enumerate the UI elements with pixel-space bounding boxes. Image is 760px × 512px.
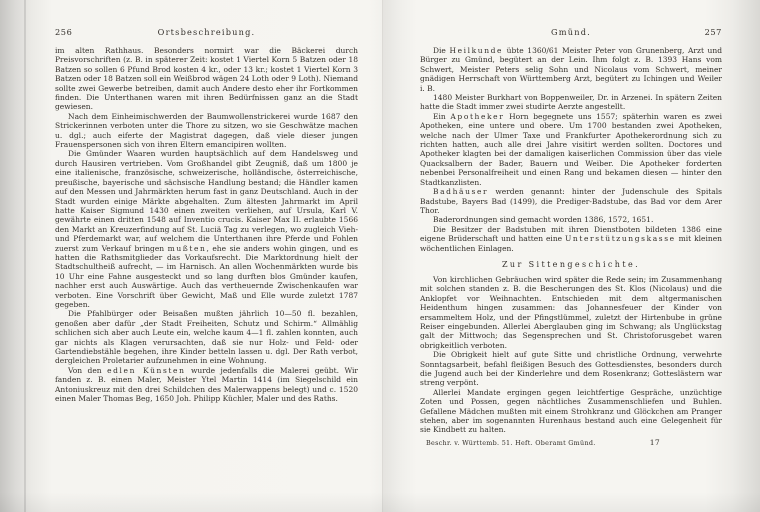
emphasized-text: Apotheker [450,111,505,121]
text-run: werden genannt: hinter der Judenschule des Spitals Badstube, Bayers Bad (1499), die Prediger-Badstube, das Bad vor dem Arer Thor. [420,187,722,215]
left-page-header [55,27,358,37]
emphasized-text: Unterstützungskasse [565,234,676,244]
emphasized-text: edlen Künsten [107,365,186,375]
text-run: Horn begegnete uns 1557; späterhin waren es zwei Apotheken, eine untere und obere. Um 1700 bestanden zwei Apotheken, welche nach der Ulmer Taxe und Frankfurter Apothekerordnung sich zu richten hatten, auch alle drei Jahre visitirt werden sollten. Doctores und Apotheker klagten bei der damaligen kaiserlichen Commission über das viele Quacksalbern der Bader, Bauern und Weiber. Die Apotheker forderten nebenbei Personalfreiheit und einen Rang und bekamen diesen — hinter den Stadtkanzlisten. [420,111,722,187]
footer-sheet-number: 17 [649,437,660,447]
text-run: Nach dem Einheimischwerden der Baumwollenstrickerei wurde 1687 den Strickerinnen verboten unter die Thore zu sitzen, wo sie Geschwätze machen u. dgl.; auch eiferte der Magistrat dagegen, daß viele dieser jungen Frauenspersonen sich von ihren Eltern emancipiren wollten. [55,111,358,150]
paragraph [420,215,722,224]
paragraph [420,93,722,112]
paragraph [420,112,722,187]
section-heading: Zur Sittengeschichte. [501,259,641,269]
paragraph [55,149,358,309]
left-running-title: Ortsbeschreibung. [157,27,256,37]
text-run: Die [433,46,450,55]
paragraph [420,275,722,350]
right-running-title: Gmünd. [551,27,591,37]
left-page-number: 256 [55,27,73,37]
emphasized-text: Badhäuser [433,187,489,197]
right-page [420,27,722,447]
right-page-header [420,27,722,37]
footer-signature: Beschr. v. Württemb. 51. Heft. Oberamt Gmünd. [426,438,596,447]
right-page-text-lower [420,275,722,435]
paragraph [420,46,722,93]
paragraph [420,350,722,388]
right-page-text-upper [420,46,722,253]
text-run: , ehe sie anders wohin gingen, und es hatten die Rathsmitglieder das Vorkaufsrecht. Die Marktordnung hielt der Stadtschultheiß aufrecht, — im Harnisch. An allen Wochenmärkten wurde bis 10 Uhr eine Fahne ausgesteckt und so lang durften blos Gmünder kaufen, nachher erst auch Auswärtige. Auch das vertheuernde Zwischenkaufen war verboten. Eine Vorschrift über Gewicht, Maß und Elle wurde zuletzt 1787 gegeben. [55,243,358,309]
emphasized-text: mußten [167,243,207,253]
paragraph [55,366,358,404]
scan-bottom-shadow [0,492,760,512]
paragraph [55,112,358,150]
text-run: Baderordnungen sind gemacht worden 1386, 1572, 1651. [433,215,654,225]
text-run: Die Pfahlbürger oder Beisaßen mußten jährlich 10—50 fl. bezahlen, genoßen aber dafür „der Stadt Freiheiten, Schutz und Schirm.“ Allmählig schlichen sich aber auch Leute ein, welche kaum 4—1 fl. zahlen konnten, auch gar nichts als Klagen verursachten, daß sie nur Holz- und Feld- oder Gartendiebstähle begehen, ihre Kinder betteln lassen u. dgl. Der Rath verbot, dergleichen Proletarier aufzunehmen in eine Wohnung. [55,309,358,366]
text-run: Die Besitzer der Badstuben mit ihren Dienstboten bildeten 1386 eine eigene Brüderschaft und hatten eine [420,224,722,244]
right-page-number: 257 [704,27,722,37]
paragraph [420,225,722,253]
left-page [55,27,358,403]
text-run: Die Gmünder Waaren wurden hauptsächlich auf dem Handelsweg und durch Hausiren vertrieben. Vom Großhandel gibt Zeugniß, daß um 1800 je eine italienische, französische, schweizerische, holländische, österreichische, preußische, bayerische und sächsische Handlung bestand; die Händler kamen auf den Messen und Jahrmärkten herum fast in ganz Deutschland. Auch in der Stadt wurden einige Märkte abgehalten. Zum ältesten Jahrmarkt im April hatte Kaiser Sigmund 1430 einen zweiten verliehen, auf Ursula, Karl V. gewährte einen dritten 1548 auf Inventio crucis. Kaiser Max II. erlaubte 1566 den Markt an Kreuzerfindung auf St. Luciä Tag zu verlegen, wo zugleich Vieh- und Pferdemarkt war, auf welchem die Unterthanen ihre Pferde und Fohlen zuerst zum Verkauf bringen [55,149,358,253]
emphasized-text: Heilkunde [449,46,504,55]
text-run: Von den [68,365,108,375]
text-run: im alten Rathhaus. Besonders normirt war die Bäckerei durch Preisvorschriften (z. B. in späterer Zeit: kostet 1 Viertel Korn 5 Batzen oder 18 Batzen so sollen 6 Pfund Brod kosten 4 kr., oder 13 kr.; kostet 1 Viertel Korn 3 Batzen oder 18 Batzen soll ein Weißbrod wägen 24 Loth oder 9 Loth). Niemand sollte zwei Gewerbe betreiben, damit auch Andere desto eher ihr Fortkommen finden. Die Unterthanen waren mit ihren Bedürfnissen ganz an die Stadt gewiesen. [55,46,359,112]
text-run: Allerlei Mandate ergingen gegen leichtfertige Gespräche, unzüchtige Zoten und Possen, gegen nächtliches Zusammenschliefen und Buhlen. Gefallene Mädchen mußten mit einem Strohkranz und Glöckchen am Pranger stehen, aber im sogenannten Hurenhaus bestand auch eine Gelegenheit für sie Kindbett zu halten. [420,387,722,435]
text-run: wurde jedenfalls die Malerei geübt. Wir fanden z. B. einen Maler, Meister Ytel Martin 1414 (im Siegelschild ein Antoniuskreuz mit den drei Schildchen des Malerwappens belegt) und c. 1520 einen Maler Thomas Beg, 1650 Joh. Philipp Küchler, Maler und des Raths. [55,365,359,404]
right-page-footer [420,438,722,447]
text-run: Die Obrigkeit hielt auf gute Sitte und christliche Ordnung, verwehrte Sonntagsarbeit, befahl fleißigen Besuch des Gottesdienstes, besonders durch die Jugend auch bei der Kinderlehre und dem Rosenkranz; Gotteslästern war streng verpönt. [420,350,722,388]
paragraph [420,187,722,215]
text-run: Von kirchlichen Gebräuchen wird später die Rede sein; im Zusammenhang mit solchen standen z. B. die Bescherungen des St. Klos (Nicolaus) und die Anklopfet vor Weihnachten. Entschieden mit dem altgermanischen Heidenthum hingen zusammen: das Johannesfeuer der Kinder von ersammeltem Holz, und der Pfingstlümmel, zuletzt der Hirtenbube in grüne Reiser eingebunden. Allerlei Aberglauben ging im Schwang; als Unglückstag galt der Mittwoch; das Segensprechen und St. Christoforusgebet waren obrigkeitlich verboten. [420,274,722,350]
text-run: mit kleinen wöchentlichen Einlagen. [420,234,722,253]
left-page-text [55,46,358,403]
page-gutter-shadow [383,0,417,512]
text-run: 1480 Meister Burkhart von Boppenweiler, Dr. in Arzenei. In spätern Zeiten hatte die Stadt immer zwei studirte Aerzte angestellt. [420,93,722,112]
text-run: übte 1360/61 Meister Peter von Grunenberg, Arzt und Bürger zu Gmünd, begütert an der Lein. Ihm folgt z. B. 1393 Hans vom Schwert, Meister Peters selig Sohn und Nicolaus vom Schwert, meiner gnädigen Herrschaft von Württemberg Arzt, begütert zu Ichingen und Weiler i. B. [420,46,723,93]
paragraph [420,388,722,435]
text-run: Ein [433,111,451,121]
paragraph [55,309,358,365]
paragraph [55,46,358,112]
